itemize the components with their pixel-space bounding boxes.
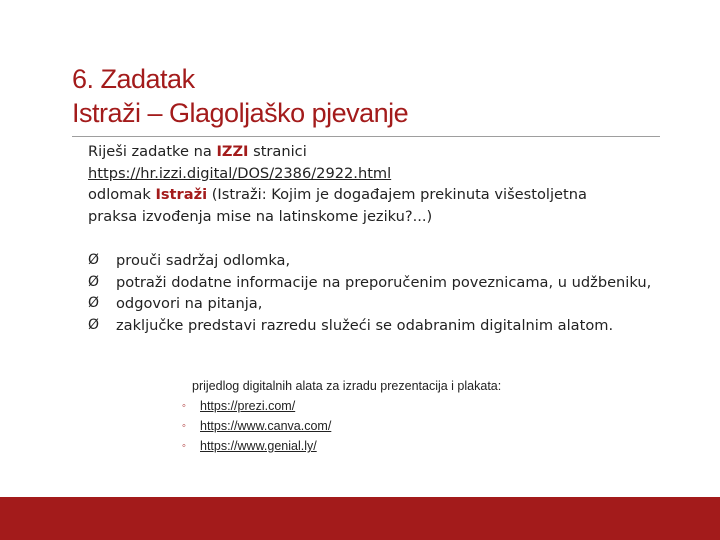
slide-title <box>72 62 408 130</box>
list-item <box>88 250 688 272</box>
intro-istrazi-bold: Istraži <box>155 186 208 203</box>
title-line-task: 6. Zadatak <box>72 64 195 94</box>
title-line-topic: Istraži – Glagoljaško pjevanje <box>72 98 409 128</box>
circle-bullet-icon: ◦ <box>182 440 186 452</box>
arrow-bullet-icon: Ø <box>88 273 100 290</box>
list-item <box>88 272 688 294</box>
prezi-link[interactable]: https://prezi.com/ <box>200 399 296 413</box>
list-item <box>88 293 688 315</box>
tools-section <box>180 376 640 456</box>
genially-link[interactable]: https://www.genial.ly/ <box>200 439 317 453</box>
canva-link[interactable]: https://www.canva.com/ <box>200 419 332 433</box>
list-item-text: odgovori na pitanja, <box>116 295 263 312</box>
intro-line-3 <box>88 184 688 206</box>
arrow-bullet-icon: Ø <box>88 295 100 311</box>
intro-line-1-post: stranici <box>248 143 307 160</box>
intro-line-1 <box>88 141 688 163</box>
intro-line-3-pre: odlomak <box>88 186 156 203</box>
list-item-text: prouči sadržaj odlomka, <box>116 252 291 269</box>
list-item-text: zaključke predstavi razredu služeći se odabranim digitalnim alatom. <box>116 316 614 334</box>
circle-bullet-icon: ◦ <box>182 400 186 412</box>
intro-line-3-post: (Istraži: Kojim je događajem prekinuta višestoljetna <box>207 186 587 203</box>
izzi-link[interactable]: https://hr.izzi.digital/DOS/2386/2922.html <box>88 164 392 182</box>
list-item <box>180 416 640 436</box>
tools-list <box>180 396 640 456</box>
arrow-bullet-icon: Ø <box>88 316 100 333</box>
list-item <box>180 396 640 416</box>
arrow-bullet-icon: Ø <box>88 252 100 268</box>
circle-bullet-icon: ◦ <box>182 420 186 432</box>
intro-line-4: praksa izvođenja mise na latinskome jeziku?...) <box>88 207 433 225</box>
intro-izzi-bold: IZZI <box>216 143 249 160</box>
task-list <box>88 250 688 336</box>
tools-heading: prijedlog digitalnih alata za izradu prezentacija i plakata: <box>192 379 502 393</box>
list-item <box>88 315 688 337</box>
intro-line-2 <box>88 163 688 185</box>
intro-text <box>88 141 688 227</box>
list-item-text: potraži dodatne informacije na preporučenim poveznicama, u udžbeniku, <box>116 273 652 291</box>
list-item <box>180 436 640 456</box>
title-divider <box>72 136 660 137</box>
footer-bar <box>0 497 720 540</box>
intro-line-1-pre: Riješi zadatke na <box>88 143 217 160</box>
